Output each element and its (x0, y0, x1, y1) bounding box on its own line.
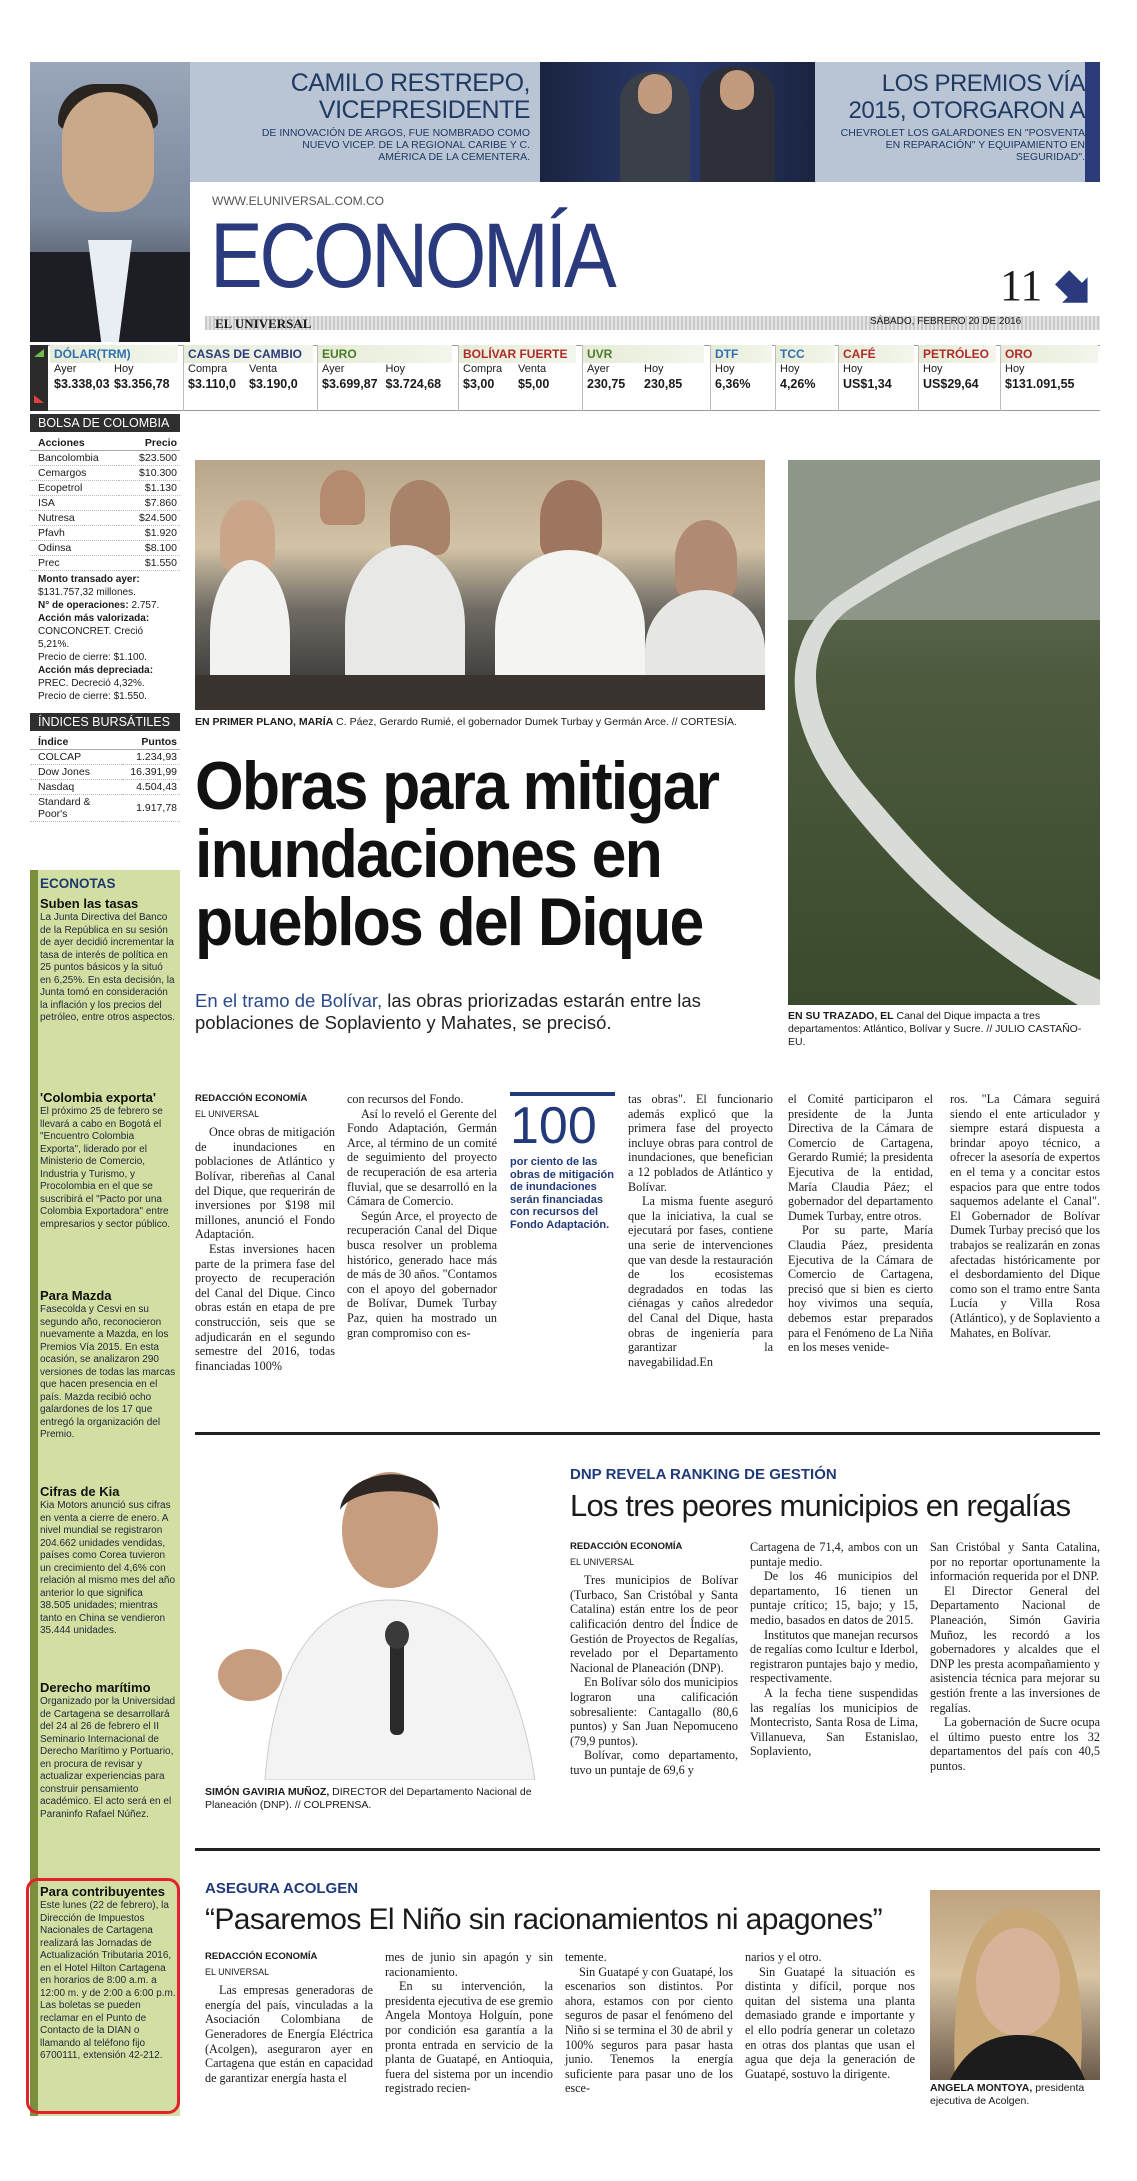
ticker-value: 230,75 (587, 377, 626, 391)
dnp-headline: Los tres peores municipios en regalías (570, 1488, 1071, 1523)
bolsa-note-value: PREC. Decreció 4,32%. (38, 678, 145, 689)
caption-text: Canal del Dique impacta a tres departamentos: Atlántico, Bolívar y Sucre. // JULIO CASTAÑO- EU. (788, 1010, 1082, 1048)
ticker-col-label: Hoy (114, 363, 134, 375)
stock-price: $1.130 (119, 481, 180, 496)
deck-lead: En el tramo de Bolívar, (195, 990, 383, 1011)
stat-callout (510, 1092, 615, 1231)
main-column-4 (788, 1092, 933, 1355)
ticker-label: DTF (711, 345, 772, 363)
paragraph: Sin Guatapé la situación es distinta y difícil, porque nos quitan del sistema una planta demasiado grande e importante y el ello podría generar un coletazo en otras dos plantas que usan el agua que deja la generación de Guatapé, sostuvo la dirigente. (745, 1964, 915, 2081)
paragraph: Según Arce, el proyecto de recuperación Canal del Dique busca resolver un problema histórico, generado hace más de más de 30 años. "Contamos con el apoyo del gobernador de Bolívar, Dumek Turbay Paz, quien ha mostrado un gran compromiso con es- (347, 1208, 497, 1340)
dnp-kicker: DNP REVELA RANKING DE GESTIÓN (570, 1466, 837, 1483)
paragraph: El Director General del Departamento Nacional de Planeación, Simón Gaviria Muñoz, les recordó a los gobernadores y alcaldes que el DNP les presta acompañamiento y asistencia técnica para mejorar su gestión frente a las inversiones de regalías. (930, 1583, 1100, 1715)
main-photo-caption (195, 716, 765, 728)
econota-heading: 'Colombia exporta' (40, 1090, 156, 1105)
caption-lead: SIMÓN GAVIRIA MUÑOZ, (205, 1786, 330, 1798)
paragraph: Once obras de mitigación de inundaciones en poblaciones de Atlántico y Bolívar, ribereñas al Canal del Dique, que requerirán de inversiones por $198 mil millones, anunció el Fondo Adaptación. (195, 1125, 335, 1242)
econota-body: Fasecolda y Cesvi en su segundo año, reconocieron nuevamente a Mazda, en los Premios Vía 2015. En esta ocasión, se analizaron 290 versiones de todas las marcas que hacen presencia en el país. Mazda recibió ocho galardones de los 17 que entregó la organización del Premio. (40, 1304, 176, 1440)
stock-row (30, 481, 180, 496)
main-story-photo (195, 460, 765, 710)
index-row (30, 750, 180, 765)
dnp-column-1 (570, 1540, 738, 1778)
dnp-photo-caption (205, 1786, 550, 1812)
stock-col-header: Acciones (30, 436, 119, 451)
index-row (30, 780, 180, 795)
river-aerial-photo (788, 460, 1100, 1005)
byline-outlet: EL UNIVERSAL (195, 1108, 260, 1119)
caption-lead: ANGELA MONTOYA, (930, 2082, 1033, 2094)
bolsa-note-value: 2.757. (131, 600, 160, 611)
ticker-item (50, 345, 178, 411)
stock-name: Nutresa (30, 511, 119, 526)
index-row (30, 765, 180, 780)
section-divider (195, 1848, 1100, 1851)
paragraph: Tres municipios de Bolívar (Turbaco, San Cristóbal y Santa Catalina) están entre los de peor calificación dentro del Índice de Gestión de Proyectos de Regalías, revelado por el Departamento Nacional de Planeación (DNP). (570, 1573, 738, 1675)
stock-name: Odinsa (30, 541, 119, 556)
banner-stripe (1085, 62, 1100, 182)
ticker-col-label: Compra (188, 363, 228, 375)
econota-body: El próximo 25 de febrero se llevará a cabo en Bogotá el "Encuentro Colombia Exporta", liderado por el Ministerio de Comercio, Industria y Turismo, y Procolombia en el que se suscribirá el "Pacto por una Colombia Exportadora" entre empresarios y sector público. (40, 1106, 171, 1230)
caption-text: presidenta ejecutiva de Acolgen. (930, 2082, 1085, 2107)
paragraph: La gobernación de Sucre ocupa el último puesto entre los 32 departamentos del país con 40,5 puntos. (930, 1715, 1100, 1773)
ticker-col-label: Compra (463, 363, 503, 375)
dnp-director-photo (205, 1440, 550, 1780)
ticker-col-label: Ayer (587, 363, 610, 375)
econota-item (40, 896, 176, 1025)
newspaper-brand: EL UNIVERSAL (215, 316, 312, 331)
ticker-arrows-icon (30, 345, 48, 411)
ticker-value: $3,00 (463, 377, 495, 391)
paragraph: Institutos que manejan recursos de regalías como Icultur e Iderbol, registraron puntajes bajo y medio, respectivamente. (750, 1627, 918, 1686)
ticker-label: PETRÓLEO (919, 345, 996, 363)
deck-text: las obras priorizadas estarán entre las poblaciones de Soplaviento y Mahates, se precisó. (195, 990, 701, 1033)
section-title: ECONOMÍA (210, 205, 614, 307)
ticker-value: $3.110,0 (188, 377, 236, 391)
acolgen-column-1 (205, 1950, 373, 2085)
ticker-col-label: Venta (249, 363, 278, 375)
ticker-item (183, 345, 313, 411)
acolgen-photo-caption (930, 2082, 1100, 2108)
section-divider (195, 1432, 1100, 1435)
econota-body: Organizado por la Universidad de Cartagena se desarrollará del 24 al 26 de febrero el II Seminario Internacional de Derecho Marítimo y Portuario, en procura de revisar y actualizar experiencias para construir pensamiento académico. El acto será en el Paraninfo Rafael Núñez. (40, 1696, 176, 1820)
index-col-header: Puntos (122, 735, 180, 750)
index-name: Dow Jones (30, 765, 122, 780)
bolsa-note-label: Acción más valorizada: (38, 613, 150, 624)
ticker-value: $3.699,87 (322, 377, 378, 391)
ticker-item (582, 345, 704, 411)
bolsa-note-label: Acción más depreciada: (38, 665, 154, 676)
paragraph: ros. "La Cámara seguirá siendo el ente articulador y siempre estará dispuesta a brindar apoyo técnico, a ofrecer la asesoría de expertos en el tema y a concitar estos espacios para que entre todos saquemos adelante el Canal". El Gobernador de Bolívar Dumek Turbay precisó que los trabajos se realizarán en zonas afectadas históricamente por el desbordamiento del Dique como son el tramo entre Santa Lucía y Villa Rosa (Atlántico), y de Soplaviento a Mahates, en Bolívar. (950, 1092, 1100, 1340)
banner-right-title: LOS PREMIOS VÍA 2015, OTORGARON A (848, 70, 1085, 124)
angela-montoya-photo (930, 1890, 1100, 2080)
index-name: Nasdaq (30, 780, 122, 795)
econota-item (40, 1484, 176, 1638)
paragraph: mes de junio sin apagón y sin racionamiento. (385, 1950, 553, 1979)
stock-name: ISA (30, 496, 119, 511)
stock-price: $8.100 (119, 541, 180, 556)
paragraph: En su intervención, la presidenta ejecutiva de ese gremio Angela Montoya Holguín, pone por condición esa garantía a la pronta entrada en servicio de la planta de Guatapé, en Antioquia, fuera del sistema por un incendio registrado recien- (385, 1979, 553, 2096)
ticker-col-label: Hoy (1005, 363, 1025, 375)
index-points: 16.391,99 (122, 765, 180, 780)
main-column-5 (950, 1092, 1100, 1340)
main-headline: Obras para mitigar inundaciones en pueblos del Dique (195, 748, 719, 960)
caption-text: C. Páez, Gerardo Rumié, el gobernador Dumek Turbay y Germán Arce. // CORTESÍA. (333, 716, 737, 728)
stock-row (30, 451, 180, 466)
index-name: Standard & Poor's (30, 795, 122, 822)
stock-price: $10.300 (119, 466, 180, 481)
econota-item (40, 1288, 176, 1442)
stat-description: por ciento de las obras de mitigación de inundaciones serán financiadas con recursos del Fondo Adaptación. (510, 1156, 614, 1231)
ticker-value: $3.356,78 (114, 377, 170, 391)
ticker-col-label: Hoy (780, 363, 800, 375)
econotas-title: ECONOTAS (40, 876, 116, 891)
paragraph: Bolívar, como departamento, tuvo un puntaje de 69,6 y (570, 1748, 738, 1777)
banner-award-photo (540, 62, 815, 182)
paragraph: con recursos del Fondo. (347, 1092, 464, 1106)
bolsa-note-value: Precio de cierre: $1.100. (38, 652, 147, 663)
ticker-value: $5,00 (518, 377, 550, 391)
stock-row (30, 541, 180, 556)
ticker-label: EURO (318, 345, 452, 363)
stock-name: Prec (30, 556, 119, 571)
main-column-3 (628, 1092, 773, 1369)
ticker-value: US$29,64 (923, 377, 979, 391)
acolgen-column-3 (565, 1950, 733, 2096)
index-points: 1.917,78 (122, 795, 180, 822)
paragraph: Así lo reveló el Gerente del Fondo Adaptación, Germán Arce, al término de un comité de seguimiento del proyecto de recuperación de esa arteria fluvial, que se desarrolló en la Cámara de Comercio. (347, 1106, 497, 1209)
paragraph: temente. (565, 1950, 607, 1964)
ticker-label: UVR (583, 345, 704, 363)
stock-col-header: Precio (119, 436, 180, 451)
dnp-column-2 (750, 1540, 918, 1759)
stock-row (30, 466, 180, 481)
left-column (30, 414, 180, 822)
ticker-value: US$1,34 (843, 377, 892, 391)
stock-price: $1.920 (119, 526, 180, 541)
stock-row (30, 496, 180, 511)
index-row (30, 795, 180, 822)
stock-table (30, 436, 180, 571)
caption-text: DIRECTOR del Departamento Nacional de Planeación (DNP). // COLPRENSA. (205, 1786, 532, 1811)
ticker-item (775, 345, 835, 411)
caption-lead: EN PRIMER PLANO, MARÍA (195, 716, 334, 728)
ticker-item (317, 345, 452, 411)
paragraph: tas obras". El funcionario además explicó que la primera fase del proyecto incluye obras para control de inundaciones, que benefician a 12 poblados de Atlántico y Bolívar. (628, 1092, 773, 1194)
byline-outlet: EL UNIVERSAL (570, 1556, 635, 1567)
paragraph: La misma fuente aseguró que la iniciativa, la cual se ejecutará por fases, contiene una serie de intervenciones que van desde la restauración de los ecosistemas degradados en todas las ciénagas y caños alrededor del Canal del Dique, hasta obras de ingeniería para garantizar la navegabilidad.En (628, 1194, 773, 1369)
bolsa-notes (30, 571, 180, 705)
stock-price: $24.500 (119, 511, 180, 526)
paragraph: Cartagena de 71,4, ambos con un puntaje medio. (750, 1540, 918, 1569)
banner-right-subtitle: CHEVROLET LOS GALARDONES EN "POSVENTA EN REPARACIÓN" Y EQUIPAMIENTO EN SEGURIDAD". (840, 127, 1085, 163)
banner-left-title: CAMILO RESTREPO, VICEPRESIDENTE (290, 69, 530, 124)
econota-heading: Cifras de Kia (40, 1484, 120, 1499)
ticker-value: $131.091,55 (1005, 377, 1075, 391)
stock-row (30, 526, 180, 541)
bolsa-note-value: CONCONCRET. Creció 5,21%. (38, 626, 144, 650)
index-col-header: Índice (30, 735, 122, 750)
ticker-value: 6,36% (715, 377, 751, 391)
paragraph: Por su parte, María Claudia Páez, presidenta Ejecutiva de la Cámara de Comercio de Cartagena, precisó que si bien es cierto hoy vivimos una sequía, debemos estar preparados para el Fenómeno de La Niña en los meses venide- (788, 1223, 933, 1355)
stock-row (30, 556, 180, 571)
ticker-col-label: Venta (518, 363, 547, 375)
banner-left-subtitle: DE INNOVACIÓN DE ARGOS, FUE NOMBRADO COMO NUEVO VICEP. DE LA REGIONAL CARIBE Y C. AMÉRICA DE LA CEMENTERA. (261, 127, 530, 163)
ticker-col-label: Ayer (54, 363, 77, 375)
ticker-label: CAFÉ (839, 345, 914, 363)
dnp-column-3 (930, 1540, 1100, 1774)
main-column-1 (195, 1092, 335, 1373)
ticker-item (458, 345, 576, 411)
bolsa-note-value: Precio de cierre: $1.550. (38, 691, 147, 702)
econota-heading: Derecho marítimo (40, 1680, 151, 1695)
bolsa-note-label: Monto transado ayer: (38, 574, 140, 585)
acolgen-column-2 (385, 1950, 553, 2096)
index-points: 4.504,43 (122, 780, 180, 795)
index-name: COLCAP (30, 750, 122, 765)
bolsa-note-value: $131.757,32 millones. (38, 587, 136, 598)
ticker-item (838, 345, 914, 411)
ticker-col-label: Ayer (322, 363, 345, 375)
ticker-value: $3.190,0 (249, 377, 298, 391)
paragraph: De los 46 municipios del departamento, 16 tienen un puntaje crítico; 15, bajo; y 15, medio, basados en datos de 2015. (750, 1569, 918, 1627)
paragraph: San Cristóbal y Santa Catalina, por no reportar oportunamente la información requerida por el DNP. (930, 1540, 1100, 1584)
ticker-label: ORO (1001, 345, 1098, 363)
stock-price: $23.500 (119, 451, 180, 466)
caption-lead: EN SU TRAZADO, EL (788, 1010, 894, 1022)
ticker-item (1000, 345, 1098, 411)
econota-body: La Junta Directiva del Banco de la República en su sesión de ayer decidió incrementar la tasa de interés de política en 25 puntos básicos y la situó en 6,25%. En esta decisión, la Junta tomó en consideración la inflación y los precios del petróleo, entre otros aspectos. (40, 912, 176, 1023)
stock-name: Ecopetrol (30, 481, 119, 496)
ticker-col-label: Hoy (385, 363, 406, 375)
stock-name: Pfavh (30, 526, 119, 541)
page-number: 11 (1000, 261, 1043, 310)
bolsa-title: BOLSA DE COLOMBIA (30, 414, 180, 432)
paragraph: Sin Guatapé y con Guatapé, los escenarios son distintos. Por ahora, estamos con por ciento seguros de pasar el fenómeno del Niño si se termina el 30 de abril y 100% seguros para pasar hasta junio. Tenemos la energía suficiente para pasar uno de los esce- (565, 1964, 733, 2096)
stock-name: Bancolombia (30, 451, 119, 466)
ticker-value: $3.724,68 (385, 377, 442, 391)
paragraph: En Bolívar sólo dos municipios lograron una calificación sobresaliente: Cantagallo (80,6 puntos) y San Juan Nepomuceno (79,9 puntos). (570, 1675, 738, 1748)
paragraph: A la fecha tiene suspendidas las regalías los municipios de Montecristo, Santa Rosa de Lima, Villanueva, San Estanislao, Soplaviento, (750, 1685, 918, 1759)
acolgen-headline: “Pasaremos El Niño sin racionamientos ni apagones” (205, 1903, 883, 1936)
main-deck (195, 990, 775, 1034)
stock-name: Cemargos (30, 466, 119, 481)
acolgen-kicker: ASEGURA ACOLGEN (205, 1880, 359, 1897)
paragraph: Estas inversiones hacen parte de la primera fase del proyecto de recuperación del Canal del Dique. Cinco obras están en etapa de pre construcción, seis que se adjudicarán en el segundo semestre del 2016, todas financiadas 100% (195, 1241, 335, 1373)
site-url[interactable]: WWW.ELUNIVERSAL.COM.CO (212, 194, 385, 208)
river-photo-caption (788, 1010, 1100, 1049)
bolsa-note-label: N° de operaciones: (38, 600, 129, 611)
ticker-col-label: Hoy (715, 363, 735, 375)
econota-item (40, 1680, 176, 1821)
paragraph: Las empresas generadoras de energía del país, vinculadas a la Asociación Colombiana de Generadores de Energía Eléctrica (Acolgen), aseguraron ayer en Cartagena que están en capacidad de garantizar energía hasta el (205, 1983, 373, 2085)
ticker-label: DÓLAR(TRM) (50, 345, 178, 363)
ticker-label: BOLÍVAR FUERTE (459, 345, 576, 363)
econota-heading: Suben las tasas (40, 896, 139, 911)
banner-right-text (825, 70, 1097, 163)
stat-number: 100 (510, 1097, 597, 1155)
stock-price: $1.550 (119, 556, 180, 571)
byline: REDACCIÓN ECONOMÍA (205, 1951, 318, 1962)
econota-heading: Para Mazda (40, 1288, 112, 1303)
econota-body: Este lunes (22 de febrero), la Dirección de Impuestos Nacionales de Cartagena realizará las Jornadas de Actualización Tributaria 2016, en el Hotel Hilton Cartagena en horarios de 8:00 a.m. a 12:00 m. y de 2:00 a 6:00 p.m. Las boletas se pueden reclamar en el Punto de Contacto de la DIAN o llamando al teléfono fijo 6700111, extensión 42-212. (40, 1900, 176, 2061)
index-points: 1.234,93 (122, 750, 180, 765)
highlight-circle (26, 1878, 180, 2114)
acolgen-column-4 (745, 1950, 915, 2081)
byline: REDACCIÓN ECONOMÍA (195, 1093, 308, 1104)
ticker-col-label: Hoy (843, 363, 863, 375)
indices-title: ÍNDICES BURSÁTILES (30, 713, 180, 731)
ticker-col-label: Hoy (644, 363, 664, 375)
banner-left-text (260, 70, 530, 163)
econota-body: Kia Motors anunció sus cifras en venta a cierre de enero. A nivel mundial se registraron 204.662 unidades vendidas, países como Corea tuvieron un crecimiento del 4,6% con relación al mismo mes del año anterior lo que significa 38.505 unidades; mientras tanto en China se vendieron 35.444 unidades. (40, 1500, 176, 1636)
issue-date: SÁBADO, FEBRERO 20 DE 2016 (870, 316, 1022, 327)
main-column-2 (347, 1092, 497, 1340)
ticker-col-label: Hoy (923, 363, 943, 375)
ticker-label: TCC (776, 345, 835, 363)
ticker-value: $3.338,03 (54, 377, 110, 391)
econota-heading: Para contribuyentes (40, 1884, 165, 1899)
ticker-value: 230,85 (644, 377, 683, 391)
paragraph: el Comité participaron el presidente de la Junta Directiva de la Cámara de Comercio de Cartagena, Gerardo Rumié; la presidenta Ejecutiva de la entidad, María Claudia Páez; el gobernador del departamento Dumek Turbay, entre otros. (788, 1092, 933, 1223)
paragraph: narios y el otro. (745, 1950, 822, 1964)
stock-row (30, 511, 180, 526)
ticker-item (710, 345, 772, 411)
econota-item (40, 1090, 176, 1231)
ticker-value: 4,26% (780, 377, 816, 391)
byline-outlet: EL UNIVERSAL (205, 1966, 270, 1977)
arrow-down-right-icon (1050, 268, 1094, 312)
banner-portrait-photo (30, 62, 190, 342)
byline: REDACCIÓN ECONOMÍA (570, 1541, 683, 1552)
indices-table (30, 735, 180, 822)
ticker-item (918, 345, 996, 411)
stock-price: $7.860 (119, 496, 180, 511)
ticker-label: CASAS DE CAMBIO (184, 345, 313, 363)
